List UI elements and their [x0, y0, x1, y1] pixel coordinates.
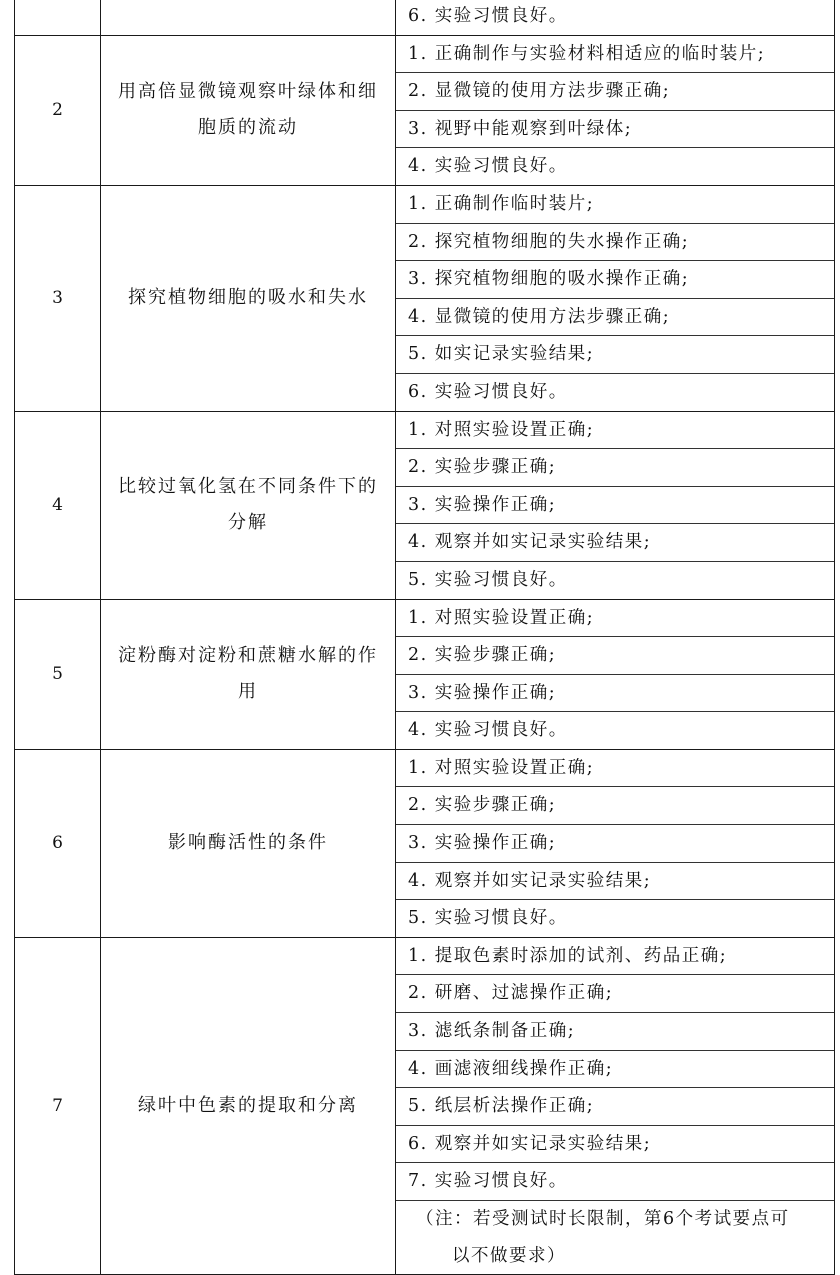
- experiment-number: 7: [15, 937, 101, 1274]
- exam-points: [396, 937, 835, 1274]
- exam-points: [396, 35, 835, 185]
- exam-point: 3. 视野中能观察到叶绿体;: [396, 111, 834, 149]
- exam-point: 2. 研磨、过滤操作正确;: [396, 975, 834, 1013]
- experiment-number: 5: [15, 599, 101, 749]
- experiment-name: 淀粉酶对淀粉和蔗糖水解的作用: [101, 599, 396, 749]
- exam-point: 2. 实验步骤正确;: [396, 787, 834, 825]
- experiment-number: 6: [15, 749, 101, 937]
- exam-point: 3. 实验操作正确;: [396, 825, 834, 863]
- exam-point: 1. 正确制作临时装片;: [396, 186, 834, 224]
- exam-point: 2. 探究植物细胞的失水操作正确;: [396, 224, 834, 262]
- table-row: [15, 185, 835, 411]
- exam-point: 2. 实验步骤正确;: [396, 637, 834, 675]
- exam-point: 4. 实验习惯良好。: [408, 156, 568, 177]
- exam-point: 6. 实验习惯良好。: [408, 6, 568, 26]
- exam-point: 4. 观察并如实记录实验结果;: [396, 863, 834, 901]
- exam-points: [396, 599, 835, 749]
- experiment-name: 绿叶中色素的提取和分离: [101, 937, 396, 1274]
- experiment-number: 4: [15, 411, 101, 599]
- exam-point: 1. 提取色素时添加的试剂、药品正确;: [396, 938, 834, 976]
- note-line-2: 以不做要求）: [452, 1245, 566, 1266]
- table-row: [15, 411, 835, 599]
- exam-points-table: [14, 0, 835, 1275]
- table-row: [15, 599, 835, 749]
- exam-points: [396, 411, 835, 599]
- exam-points: [396, 0, 835, 35]
- exam-point: 5. 如实记录实验结果;: [396, 336, 834, 374]
- exam-point: 6. 观察并如实记录实验结果;: [396, 1126, 834, 1164]
- exam-point: 4. 显微镜的使用方法步骤正确;: [396, 299, 834, 337]
- experiment-name: 用高倍显微镜观察叶绿体和细胞质的流动: [101, 35, 396, 185]
- experiment-number: 2: [15, 35, 101, 185]
- exam-point: 3. 实验操作正确;: [396, 675, 834, 713]
- exam-point: 5. 实验习惯良好。: [408, 908, 568, 929]
- note-text: [396, 1201, 834, 1274]
- exam-point: 4. 实验习惯良好。: [408, 720, 568, 741]
- exam-points: [396, 749, 835, 937]
- exam-point: 3. 实验操作正确;: [396, 487, 834, 525]
- note-line-1: （注：若受测试时长限制，第6个考试要点可: [416, 1209, 790, 1229]
- exam-point: 2. 实验步骤正确;: [396, 449, 834, 487]
- exam-point: 3. 探究植物细胞的吸水操作正确;: [396, 261, 834, 299]
- exam-point: 5. 纸层析法操作正确;: [396, 1088, 834, 1126]
- exam-point: 1. 对照实验设置正确;: [396, 750, 834, 788]
- table-row: [15, 0, 835, 35]
- exam-point: 5. 实验习惯良好。: [408, 569, 568, 590]
- exam-point: 6. 实验习惯良好。: [408, 381, 568, 402]
- experiment-name: 探究植物细胞的吸水和失水: [101, 185, 396, 411]
- exam-points: [396, 185, 835, 411]
- exam-point: 2. 显微镜的使用方法步骤正确;: [396, 73, 834, 111]
- experiment-name: 比较过氧化氢在不同条件下的分解: [101, 411, 396, 599]
- table-row: [15, 937, 835, 1274]
- table-row: [15, 35, 835, 185]
- exam-point: 4. 画滤液细线操作正确;: [396, 1051, 834, 1089]
- experiment-name: 影响酶活性的条件: [101, 749, 396, 937]
- exam-point: 1. 对照实验设置正确;: [396, 412, 834, 450]
- exam-point: 1. 对照实验设置正确;: [396, 600, 834, 638]
- experiment-name: [101, 0, 396, 35]
- exam-point: 4. 观察并如实记录实验结果;: [396, 524, 834, 562]
- exam-point: 3. 滤纸条制备正确;: [396, 1013, 834, 1051]
- table-row: [15, 749, 835, 937]
- experiment-number: 3: [15, 185, 101, 411]
- experiment-number: [15, 0, 101, 35]
- exam-point: 7. 实验习惯良好。: [396, 1163, 834, 1201]
- exam-point: 1. 正确制作与实验材料相适应的临时装片;: [396, 36, 834, 74]
